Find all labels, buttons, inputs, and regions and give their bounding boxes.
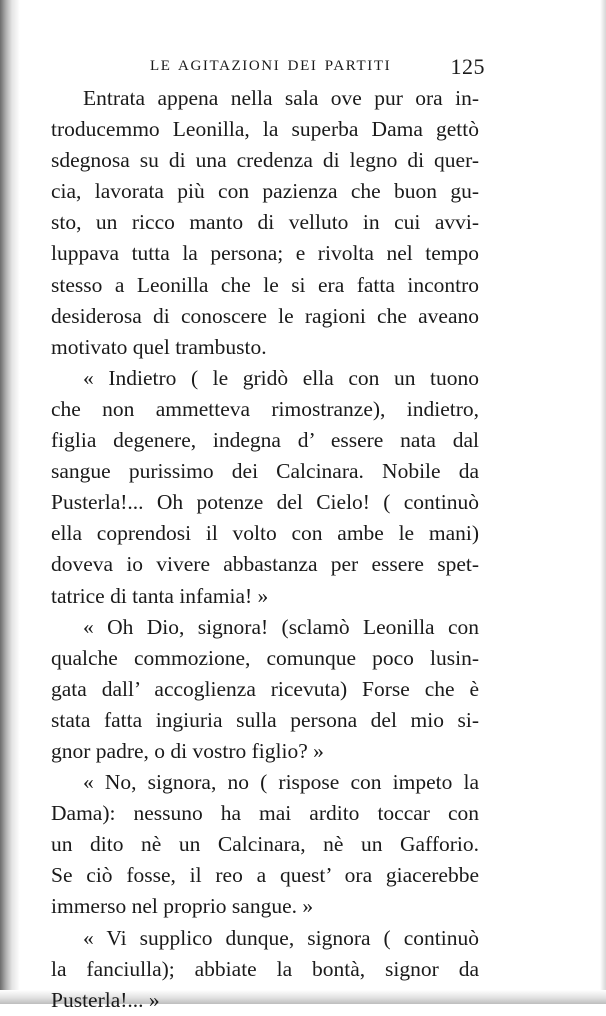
text-line: Dama): nessuno ha mai ardito toccar con (51, 801, 479, 826)
text-line: immerso nel proprio sangue. » (51, 894, 314, 919)
text-line: sangue purissimo dei Calcinara. Nobile da (51, 459, 479, 484)
text-line: gnor padre, o di vostro figlio? » (51, 738, 324, 763)
text-line: « Oh Dio, signora! (sclamò Leonilla con (83, 614, 479, 639)
page-binding-shadow (0, 0, 20, 1004)
text-line: figlia degenere, indegna d’ essere nata dal (51, 428, 479, 453)
text-line: un dito nè un Calcinara, nè un Gafforio. (51, 832, 479, 857)
paragraph (51, 612, 479, 767)
text-line: stata fatta ingiuria sulla persona del mio si- (51, 707, 479, 732)
text-line: doveva io vivere abbastanza per essere spet- (51, 552, 479, 577)
text-line: motivato quel trambusto. (51, 334, 267, 359)
page-header (150, 56, 485, 80)
text-line: Se ciò fosse, il reo a quest’ ora giacerebbe (51, 863, 479, 888)
text-line: stesso a Leonilla che le si era fatta incontro (51, 272, 479, 297)
text-line: luppava tutta la persona; e rivolta nel tempo (51, 241, 479, 266)
text-line: troducemmo Leonilla, la superba Dama gettò (51, 117, 479, 142)
text-line: desiderosa di conoscere le ragioni che aveano (51, 303, 479, 328)
text-line: che non ammetteva rimostranze), indietro, (51, 396, 479, 421)
text-line: « Vi supplico dunque, signora ( continuò (83, 925, 479, 950)
text-line: Entrata appena nella sala ove pur ora in- (83, 86, 479, 110)
text-line: sdegnosa su di una credenza di legno di quer- (51, 148, 479, 173)
running-title: LE AGITAZIONI DEI PARTITI (150, 58, 392, 74)
paragraph (51, 363, 479, 612)
paragraph (51, 923, 479, 1016)
text-line: « No, signora, no ( rispose con impeto la (83, 770, 479, 795)
paragraph (51, 767, 479, 922)
text-line: la fanciulla); abbiate la bontà, signor da (51, 956, 479, 981)
text-line: gata dall’ accoglienza ricevuta) Forse che è (51, 676, 479, 701)
text-line: ella coprendosi il volto con ambe le mani) (51, 521, 479, 546)
text-line: sto, un ricco manto di velluto in cui avvi- (51, 210, 479, 235)
page-number: 125 (450, 54, 485, 79)
text-line: « Indietro ( le gridò ella con un tuono (83, 365, 479, 390)
body-text (51, 83, 479, 1016)
page-edge-shadow (600, 0, 606, 1004)
text-line: Pusterla!... Oh potenze del Cielo! ( continuò (51, 490, 479, 515)
text-line: qualche commozione, comunque poco lusin- (51, 645, 479, 670)
text-line: tatrice di tanta infamia! » (51, 583, 269, 608)
paragraph (51, 83, 479, 363)
text-line: Pusterla!... » (51, 987, 160, 1012)
text-line: cia, lavorata più con pazienza che buon gu- (51, 179, 479, 204)
